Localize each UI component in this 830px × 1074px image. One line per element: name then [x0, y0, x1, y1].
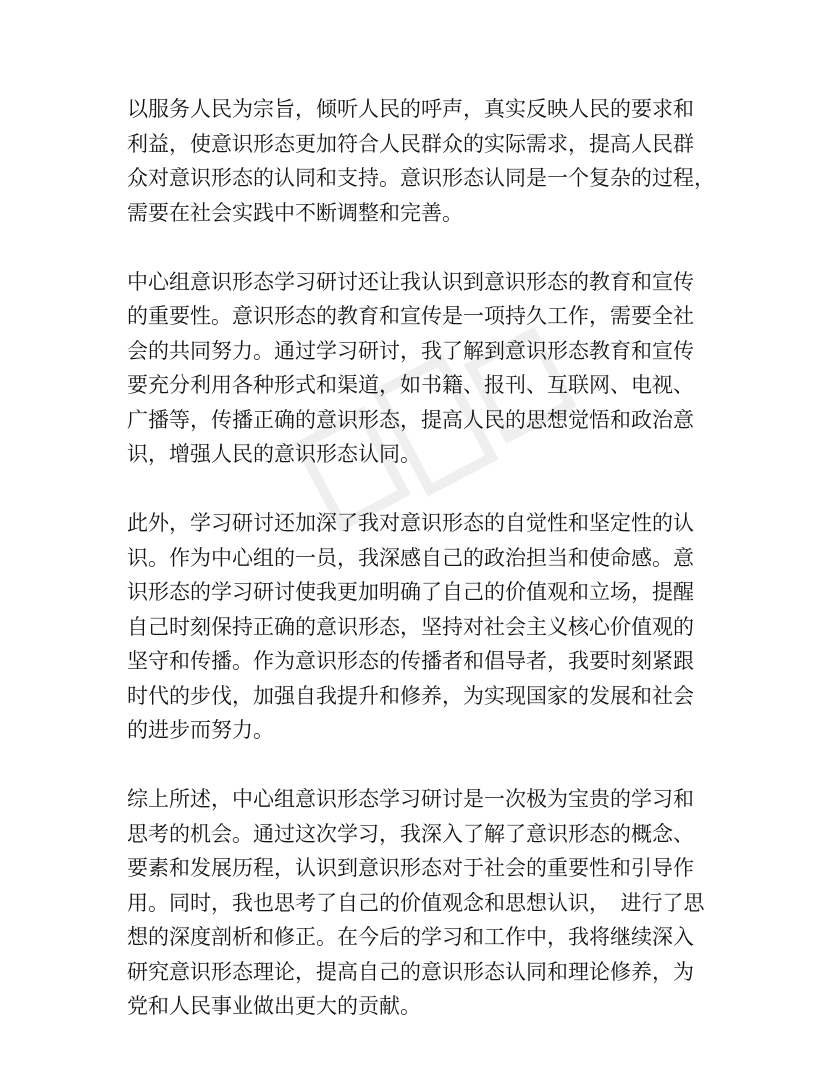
text-line: 时代的步伐，加强自我提升和修养，为实现国家的发展和社会 [127, 683, 694, 708]
text-line: 众对意识形态的认同和支持。意识形态认同是一个复杂的过程， [127, 166, 715, 190]
paragraph-3 [127, 506, 717, 748]
document-body [127, 92, 717, 1024]
text-line: 综上所述，中心组意识形态学习研讨是一次极为宝贵的学习和 [127, 787, 694, 811]
text-line: 以服务人民为宗旨，倾听人民的呼声，真实反映人民的要求和 [127, 97, 694, 121]
text-line: 的进步而努力。 [127, 718, 274, 742]
paragraph-4 [127, 782, 717, 1024]
text-line: 会的共同努力。通过学习研讨，我了解到意识形态教育和宣传 [127, 338, 694, 363]
text-line: 识。作为中心组的一员，我深感自己的政治担当和使命感。意 [127, 545, 694, 570]
paragraph-1 [127, 92, 717, 230]
text-line: 中心组意识形态学习研讨还让我认识到意识形态的教育和宣传 [127, 269, 694, 294]
text-line: 坚守和传播。作为意识形态的传播者和倡导者，我要时刻紧跟 [127, 649, 694, 673]
text-line: 研究意识形态理论，提高自己的意识形态认同和理论修养，为 [127, 959, 694, 984]
paragraph-2 [127, 265, 717, 472]
text-line: 广播等，传播正确的意识形态，提高人民的思想觉悟和政治意 [127, 407, 694, 432]
text-line: 要充分利用各种形式和渠道，如书籍、报刊、互联网、电视、 [127, 373, 694, 397]
text-line: 要素和发展历程，认识到意识形态对于社会的重要性和引导作 [127, 856, 694, 880]
text-line: 自己时刻保持正确的意识形态，坚持对社会主义核心价值观的 [127, 614, 694, 639]
text-line: 思考的机会。通过这次学习，我深入了解了意识形态的概念、 [127, 821, 694, 846]
text-line: 识，增强人民的意识形态认同。 [127, 442, 421, 466]
text-line: 想的深度剖析和修正。在今后的学习和工作中，我将继续深入 [127, 925, 694, 949]
text-line: 的重要性。意识形态的教育和宣传是一项持久工作，需要全社 [127, 304, 694, 328]
text-line: 党和人民事业做出更大的贡献。 [127, 994, 421, 1018]
text-line: 利益，使意识形态更加符合人民群众的实际需求，提高人民群 [127, 131, 694, 156]
text-line: 识形态的学习研讨使我更加明确了自己的价值观和立场，提醒 [127, 580, 694, 604]
text-line: 用。同时，我也思考了自己的价值观念和思想认识， 进行了思 [127, 890, 705, 915]
text-line: 此外，学习研讨还加深了我对意识形态的自觉性和坚定性的认 [127, 511, 694, 535]
text-line: 需要在社会实践中不断调整和完善。 [127, 200, 463, 225]
